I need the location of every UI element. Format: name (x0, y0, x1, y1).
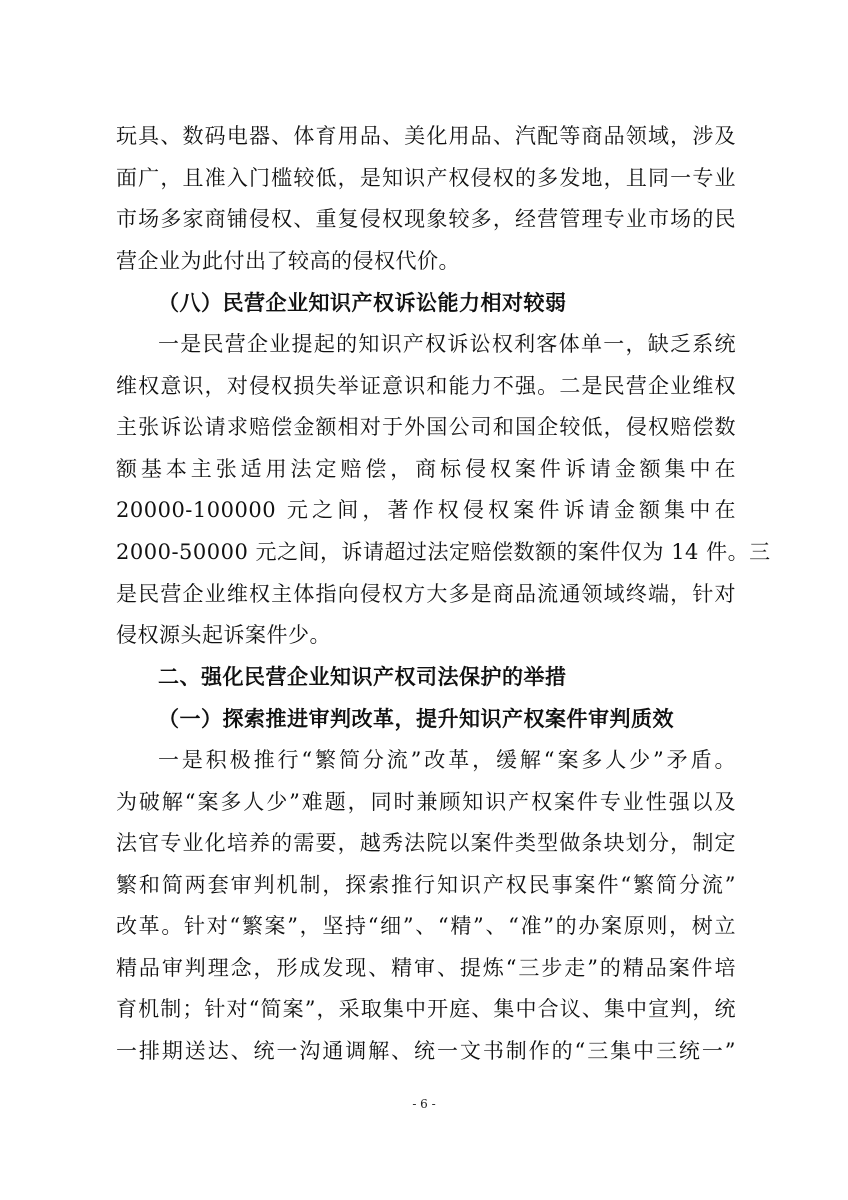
paragraph-1-line-1: 玩具、数码电器、体育用品、美化用品、汽配等商品领域，涉及 (116, 124, 736, 148)
paragraph-2-line-8: 侵权源头起诉案件少。 (116, 623, 331, 648)
paragraph-3-line-6: 精品审判理念，形成发现、精审、提炼“三步走”的精品案件培 (116, 955, 736, 980)
subheading-8: （八）民营企业知识产权诉讼能力相对较弱 (158, 290, 567, 316)
paragraph-3-line-7: 育机制；针对“简案”，采取集中开庭、集中合议、集中宣判，统 (116, 997, 736, 1022)
paragraph-2-line-5: 20000-100000 元之间，著作权侵权案件诉请金额集中在 (116, 498, 736, 523)
page-number: - 6 - (412, 1097, 436, 1111)
paragraph-2-line-3: 主张诉讼请求赔偿金额相对于外国公司和国企较低，侵权赔偿数 (116, 415, 736, 440)
section-2-heading: 二、强化民营企业知识产权司法保护的举措 (158, 664, 567, 689)
paragraph-1-line-3: 市场多家商铺侵权、重复侵权现象较多，经营管理专业市场的民 (116, 207, 736, 232)
paragraph-3-line-3: 法官专业化培养的需要，越秀法院以案件类型做条块划分，制定 (116, 831, 736, 856)
paragraph-2-line-7: 是民营企业维权主体指向侵权方大多是商品流通领域终端，针对 (116, 581, 736, 606)
paragraph-3-line-2: 为破解“案多人少”难题，同时兼顾知识产权案件专业性强以及 (116, 789, 736, 814)
paragraph-3-line-5: 改革。针对“繁案”，坚持“细”、“精”、“准”的办案原则，树立 (116, 914, 736, 939)
paragraph-2-line-4: 额基本主张适用法定赔偿，商标侵权案件诉请金额集中在 (116, 456, 736, 481)
paragraph-3-line-8: 一排期送达、统一沟通调解、统一文书制作的“三集中三统一” (116, 1039, 736, 1064)
subheading-1: （一）探索推进审判改革，提升知识产权案件审判质效 (158, 706, 674, 732)
paragraph-1-line-2: 面广，且准入门槛较低，是知识产权侵权的多发地，且同一专业 (116, 165, 736, 190)
paragraph-3-line-1: 一是积极推行“繁简分流”改革，缓解“案多人少”矛盾。 (158, 747, 736, 772)
paragraph-2-line-6: 2000-50000 元之间，诉请超过法定赔偿数额的案件仅为 14 件。三 (116, 539, 771, 564)
paragraph-1-line-4: 营企业为此付出了较高的侵权代价。 (116, 248, 460, 273)
paragraph-3-line-4: 繁和简两套审判机制，探索推行知识产权民事案件“繁简分流” (116, 872, 736, 897)
page-body (116, 116, 771, 1073)
paragraph-2-line-1: 一是民营企业提起的知识产权诉讼权利客体单一，缺乏系统 (158, 331, 736, 356)
paragraph-2-line-2: 维权意识，对侵权损失举证意识和能力不强。二是民营企业维权 (116, 373, 736, 398)
